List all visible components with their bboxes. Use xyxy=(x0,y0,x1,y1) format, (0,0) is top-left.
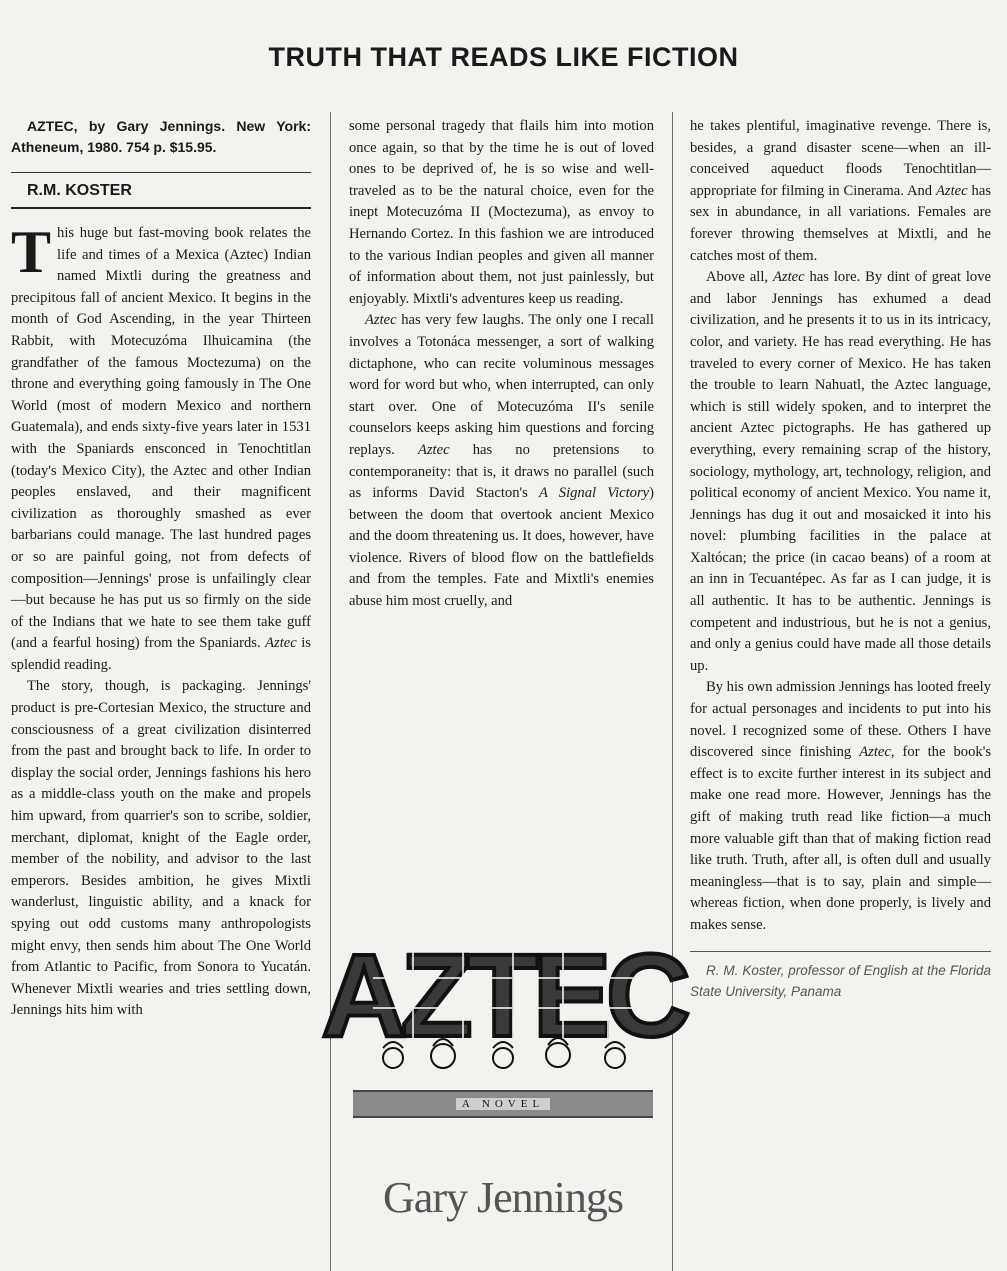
paragraph: some personal tragedy that flails him into motion once again, so that by the time he is out of loved ones to be deprived of, he is so wise and well-traveled as to be the natural choice, even for the inept Motecuzóma II (Moctezuma), as envoy to Hernando Cortez. In this fashion we are introduced to the various Indian peoples and given all manner of information about them, not just painlessly, but enjoyably. Mixtli's adventures keep us reading. xyxy=(349,118,654,307)
divider xyxy=(690,951,991,952)
paragraph: he takes plentiful, imaginative revenge. There is, besides, a grand disaster scene—when an ill-conceived aqueduct floods Tenochtitlan—appropriate for filming in Cinerama. And Aztec has sex in abundance, in all variations. Females are forever throwing themselves at Mixtli, and he catches most of them. xyxy=(690,118,991,264)
paragraph: Above all, Aztec has lore. By dint of great love and labor Jennings has exhumed a dead civilization, and he presents it to us in its intricacy, color, and variety. He has read everything. He has traveled to every corner of Mexico. He has taken the trouble to learn Nahuatl, the Aztec language, which is still widely spoken, and to interpret the ancient Aztec pictographs. He has gathered up everything, every remaining scrap of the history, sociology, mythology, art, technology, religion, and political economy of ancient Mexico. You name it, Jennings has dug it out and mosaicked it into his novel: plumbing facilities in the palace at Xaltócan; the price (in cacao beans) of a room at an inn in Tecuantépec. As far as I can judge, it is all authentic. It has to be authentic. Jennings is competent and industrious, but he is not a genius, and only a genius could have made all those details up. xyxy=(690,269,991,674)
column-3 xyxy=(690,116,991,1002)
column-divider xyxy=(330,112,331,1271)
paragraph: This huge but fast-moving book relates the life and times of a Mexica (Aztec) Indian named Mixtli during the greatness and precipitous fall of ancient Mexico. It begins in the month of God Ascending, in the year Thirteen Rabbit, with Motecuzóma Ilhuicamina (the grandfather of the famous Moctezuma) on the throne and everything going famously in The One World (most of modern Mexico and northern Guatemala), and ends sixty-five years later in 1531 with the Spaniards ensconced in Tenochtitlan (today's Mexico City), the Aztec and other Indian peoples enslaved, and their magnificent civilization as thoroughly smashed as ever barbarians could manage. The last hundred pages or so are painful going, not from defects of composition—Jennings' prose is unfailingly clear—but because he has put us so firmly on the side of the Indians that we hate to see them take guff (and a fearful hosing) from the Spaniards. Aztec is splendid reading. xyxy=(11,219,311,673)
book-info: AZTEC, by Gary Jennings. New York: Atheneum, 1980. 754 p. $15.95. xyxy=(11,118,311,155)
cover-title-art xyxy=(321,908,685,1078)
paragraph: By his own admission Jennings has looted freely for actual personages and incidents to put into his novel. I recognized some of these. Others I have discovered since finishing Aztec, for the book's effect is to excite further interest in its subject and make one read more. However, Jennings has the gift of making truth read like fiction—a much more valuable gift than that of making fiction read like truth. Truth, after all, is often dull and usually meaningless—that is to say, plain and simple—whereas fiction, when done properly, is lively and makes sense. xyxy=(690,679,991,933)
column-divider xyxy=(672,112,673,1271)
page-headline: TRUTH THAT READS LIKE FICTION xyxy=(268,42,739,72)
paragraph: Aztec has very few laughs. The only one I recall involves a Totonáca messenger, a sort of walking dictaphone, who can recite voluminous messages word for word but who, when interrupted, can only start over. One of Motecuzóma II's senile counselors keeps asking him questions and forcing replays. Aztec has no pretensions to contemporaneity: that is, it draws no parallel (such as informs David Stacton's A Signal Victory) between the doom that overtook ancient Mexico and the doom threatening us. It does, however, have violence. Rivers of blood flow on the battlefields and from the temples. Fate and Mixtli's enemies abuse him most cruelly, and xyxy=(349,312,654,610)
paragraph: The story, though, is packaging. Jennings' product is pre-Cortesian Mexico, the structure and consciousness of a great civilization disinterred from the past and brought back to life. In order to display the social order, Jennings fashions his hero as a middle-class youth on the make and propels him upward, from quarrier's son to scribe, soldier, merchant, diplomat, knight of the Eagle order, member of the nobility, and advisor to the last emperors. Besides ambition, he gives Mixtli wanderlust, linguistic ability, and a knack for spying out odd customs many anthropologists might envy, then sends him about The One World from Atlantic to Pacific, from Sonora to Yucatán. Whenever Mixtli wearies and tries settling down, Jennings hits him with xyxy=(11,678,311,1019)
column-1 xyxy=(11,116,311,1022)
drop-cap: T xyxy=(11,219,52,285)
author-signature: R. M. Koster, professor of English at the Florida State University, Panama xyxy=(690,962,991,999)
svg-text:AZTEC: AZTEC xyxy=(321,930,685,1062)
reviewer-name: R.M. KOSTER xyxy=(27,182,132,199)
cover-author: Gary Jennings xyxy=(383,1173,623,1222)
divider xyxy=(11,172,311,173)
cover-novel-band: A NOVEL xyxy=(353,1090,653,1118)
divider xyxy=(11,207,311,209)
book-cover-image xyxy=(321,908,685,1248)
column-2 xyxy=(349,116,654,613)
